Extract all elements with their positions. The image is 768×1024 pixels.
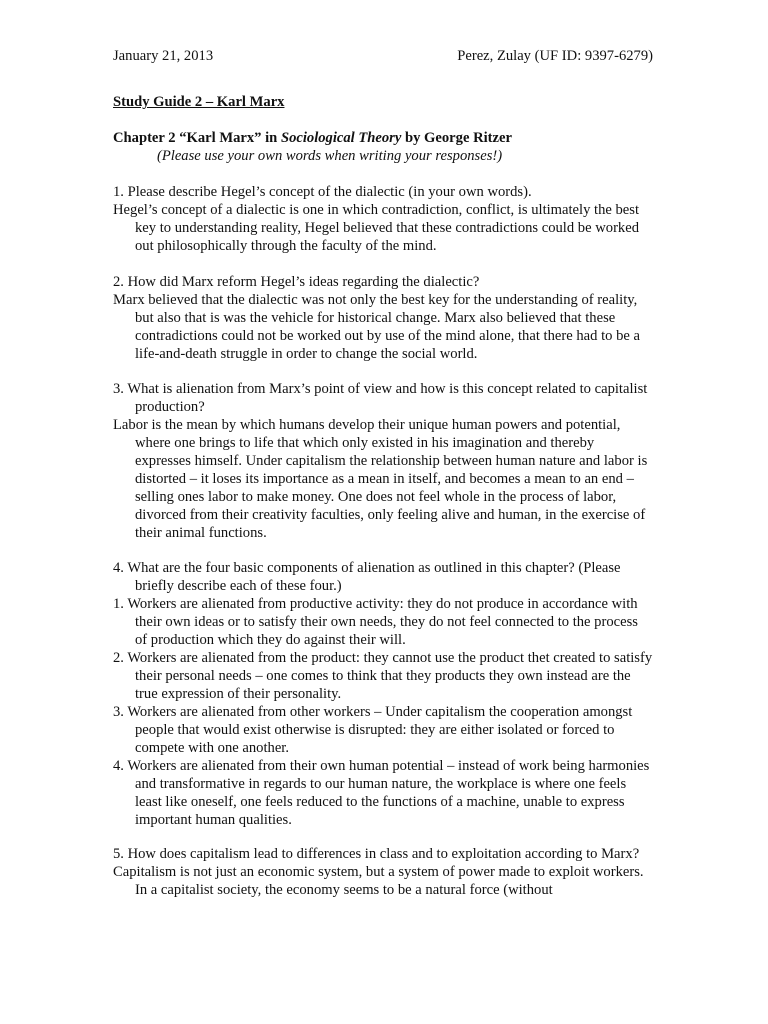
question-block-2 <box>113 273 653 363</box>
question-4: 4. What are the four basic components of alienation as outlined in this chapter? (Please briefly describe each of these four.) <box>113 560 621 594</box>
list-item: 1. Workers are alienated from productive activity: they do not produce in accordance with their own ideas or to satisfy their own needs, they do not feel connected to the process of production which they do against their will. <box>113 596 638 648</box>
question-2: 2. How did Marx reform Hegel’s ideas regarding the dialectic? <box>113 274 480 290</box>
question-3: 3. What is alienation from Marx’s point of view and how is this concept related to capitalist production? <box>113 381 648 415</box>
page-header <box>113 47 653 67</box>
question-5: 5. How does capitalism lead to differences in class and to exploitation according to Marx? <box>113 846 640 862</box>
answer-3: Labor is the mean by which humans develop their unique human powers and potential, where one brings to life that which only existed in his imagination and thereby expresses himself. Under capitalism the relationship between human nature and labor is distorted – it loses its importance as a mean in itself, and becomes a mean to an end – selling ones labor to make money. One does not feel whole in the process of labor, divorced from their creativity faculties, only feeling alive and human, in the exercise of their animal functions. <box>113 417 648 541</box>
question-block-3 <box>113 380 653 542</box>
list-item: 3. Workers are alienated from other workers – Under capitalism the cooperation amongst people that would exist otherwise is disrupted: they are either isolated or forced to compete with one another. <box>113 704 633 756</box>
document-title: Study Guide 2 – Karl Marx <box>113 94 285 110</box>
instruction-note: (Please use your own words when writing your responses!) <box>157 148 503 164</box>
list-item: 2. Workers are alienated from the product: they cannot use the product thet created to satisfy their personal needs – one comes to think that they products they own instead are the true expression of their personality. <box>113 650 653 702</box>
chapter-prefix: Chapter 2 “Karl Marx” in <box>113 130 281 146</box>
answer-2: Marx believed that the dialectic was not only the best key for the understanding of reality, but also that is was the vehicle for historical change. Marx also believed that these contradictions could not be worked out by use of the mind alone, that there had to be a life-and-death struggle in order to change the social world. <box>113 292 640 362</box>
question-1: 1. Please describe Hegel’s concept of the dialectic (in your own words). <box>113 184 532 200</box>
question-block-1 <box>113 183 653 255</box>
list-item: 4. Workers are alienated from their own human potential – instead of work being harmonies and transformative in regards to our human nature, the workplace is where one feels least like oneself, one feels reduced to the functions of a machine, unable to express important human qualities. <box>113 758 650 828</box>
question-block-5 <box>113 845 653 899</box>
chapter-heading <box>113 129 512 147</box>
answer-1: Hegel’s concept of a dialectic is one in which contradiction, conflict, is ultimately the best key to understanding reality, Hegel believed that these contradictions could be worked out philosophically through the faculty of the mind. <box>113 202 640 254</box>
question-block-4 <box>113 559 653 829</box>
answer-5: Capitalism is not just an economic system, but a system of power made to exploit workers. In a capitalist society, the economy seems to be a natural force (without <box>113 864 644 898</box>
chapter-book-title: Sociological Theory <box>280 130 402 146</box>
header-author: Perez, Zulay (UF ID: 9397-6279) <box>457 48 653 64</box>
header-date: January 21, 2013 <box>113 48 214 64</box>
chapter-suffix: by George Ritzer <box>401 130 512 146</box>
